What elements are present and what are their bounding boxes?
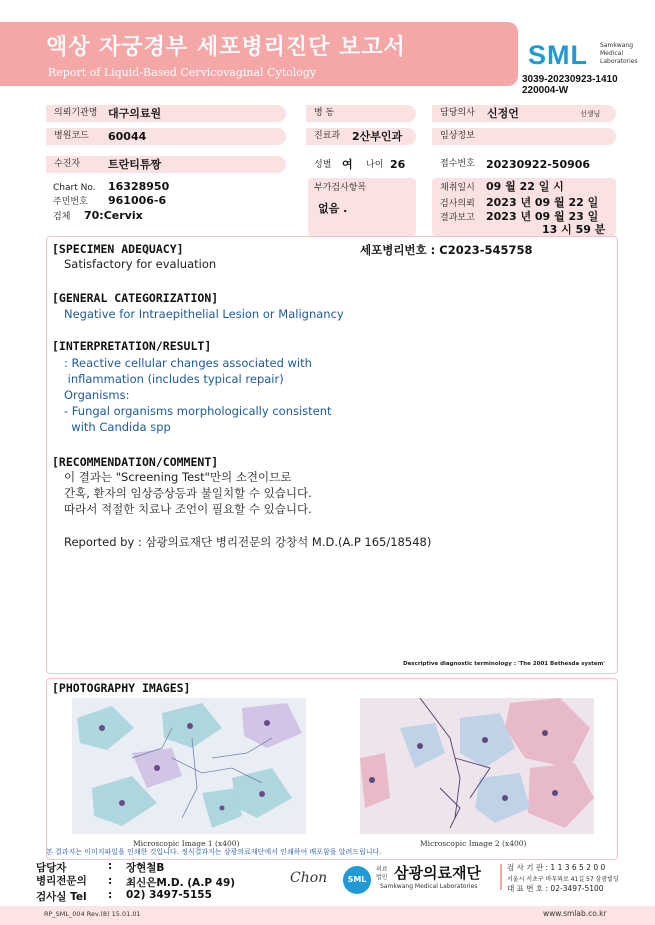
interpretation-line: : Reactive cellular changes associated with [64,356,312,370]
website-link[interactable]: www.smlab.co.kr [543,909,607,918]
rep-tel: 대 표 번 호 : 02-3497-5100 [507,884,604,893]
colon: : [108,875,113,887]
adequacy-title: [SPECIMEN ADEQUACY] [52,242,184,256]
sml-logo-subtext: Samkwang Medical Laboratories [600,42,638,65]
sex-label: 성별 [314,160,332,170]
adequacy-text: Satisfactory for evaluation [64,257,217,271]
hospital-code-row: 병원코드 [46,128,286,145]
sex-value: 여 [342,158,353,171]
image-caption-1: Microscopic Image 1 (x400) [133,839,240,848]
specialist-label: 병리전문의 [36,875,87,887]
chart-label: Chart No. [53,183,96,193]
report-time: 13 시 59 분 [542,223,606,236]
recommendation-line: 이 결과는 "Screening Test"만의 소견이므로 [64,470,292,484]
form-code: RP_SML_004 Rev.(8) 15.01.01 [44,910,141,918]
org-number: 검 사 기 관 : 1 1 3 6 5 2 0 0 [507,863,606,872]
additional-value: 없음 . [318,202,348,215]
doctor-suffix: 선생님 [580,110,601,118]
microscopic-image-1 [72,698,306,834]
general-text: Negative for Intraepithelial Lesion or Malignancy [64,307,344,321]
doctor-row: 담당의사 [432,105,616,122]
chart-value: 16328950 [108,180,170,193]
request-label: 검사의뢰 [440,199,475,209]
reported-by: Reported by : 삼광의료재단 병리전문의 강창석 M.D.(A.P 165/18548) [64,535,432,549]
sml-logo: SML [528,40,588,70]
collect-label: 채취일시 [440,183,475,193]
ward-row: 병 동 [306,105,416,122]
patient-value: 트란티튜짱 [108,158,162,171]
department-value: 2산부인과 [352,130,403,143]
report-label: 결과보고 [440,213,475,223]
id-value: 961006-6 [108,194,167,207]
recommendation-title: [RECOMMENDATION/COMMENT] [52,455,219,469]
tel-value: 02) 3497-5155 [126,889,212,901]
microscopic-image-2 [360,698,594,834]
divider [500,864,502,890]
specimen-label: 검체 [53,212,71,222]
department-row: 진료과 [306,128,416,145]
handler-label: 담당자 [36,862,67,874]
image-caption-2: Microscopic Image 2 (x400) [420,839,527,848]
additional-label: 부가검사항목 [314,183,367,193]
general-title: [GENERAL CATEGORIZATION] [52,291,219,305]
interpretation-line: Organisms: [64,388,130,402]
colon: : [108,889,113,901]
clinical-info-row: 임상정보 [432,128,616,145]
collect-value: 09 월 22 일 시 [486,180,564,193]
institution-row: 의뢰기관명 [46,105,286,122]
interpretation-line: - Fungal organisms morphologically consistent [64,404,332,418]
patient-row: 수진자 [46,156,286,173]
hospital-code-value: 60044 [108,130,147,143]
terminology-note: Descriptive diagnostic terminology : 'The 2001 Bethesda system' [403,661,605,667]
doctor-value: 신정언 [487,107,519,120]
signature: Chon [290,870,328,886]
handler-value: 장현철B [126,862,165,874]
recommendation-line: 간혹, 환자의 임상증상등과 불일치할 수 있습니다. [64,486,312,500]
report-number: 3039-20230923-1410 220004-W [522,74,618,96]
foundation-name-en: Samkwang Medical Laboratories [380,883,478,890]
specimen-value: 70:Cervix [84,209,143,222]
colon: : [108,860,113,872]
foundation-logo-icon: SML [343,866,371,894]
age-value: 26 [390,158,406,171]
receipt-value: 20230922-50906 [486,158,591,171]
id-label: 주민번호 [53,197,88,207]
foundation-small: 의료 법인 [376,866,388,881]
interpretation-title: [INTERPRETATION/RESULT] [52,339,212,353]
request-value: 2023 년 09 월 22 일 [486,196,599,209]
age-label: 나이 [366,160,384,170]
interpretation-line: with Candida spp [64,420,171,434]
report-subtitle: Report of Liquid-Based Cervicovaginal Cytology [48,66,317,79]
address: 서울시 서초구 바우뫼로 41길 57 삼광빌딩 [507,876,619,883]
specialist-value: 최신은M.D. (A.P 49) [126,877,236,889]
report-value: 2023 년 09 월 23 일 [486,210,599,223]
report-title: 액상 자궁경부 세포병리진단 보고서 [46,35,406,60]
photo-title: [PHOTOGRAPHY IMAGES] [52,681,191,695]
print-notice: 본 결과지는 이미지파일을 인쇄한 것입니다. 정식결과지는 삼광의료재단에서 인쇄하여 배포함을 알려드립니다. [46,848,382,856]
receipt-row: 접수번호 [432,156,616,173]
institution-value: 대구의료원 [108,107,162,120]
pathology-number: 세포병리번호 : C2023-545758 [360,243,533,257]
foundation-name: 삼광의료재단 [394,864,481,882]
tel-label: 검사실 Tel [36,891,87,903]
recommendation-line: 따라서 적절한 치료나 조언이 필요할 수 있습니다. [64,502,312,516]
interpretation-line: inflammation (includes typical repair) [64,372,284,386]
